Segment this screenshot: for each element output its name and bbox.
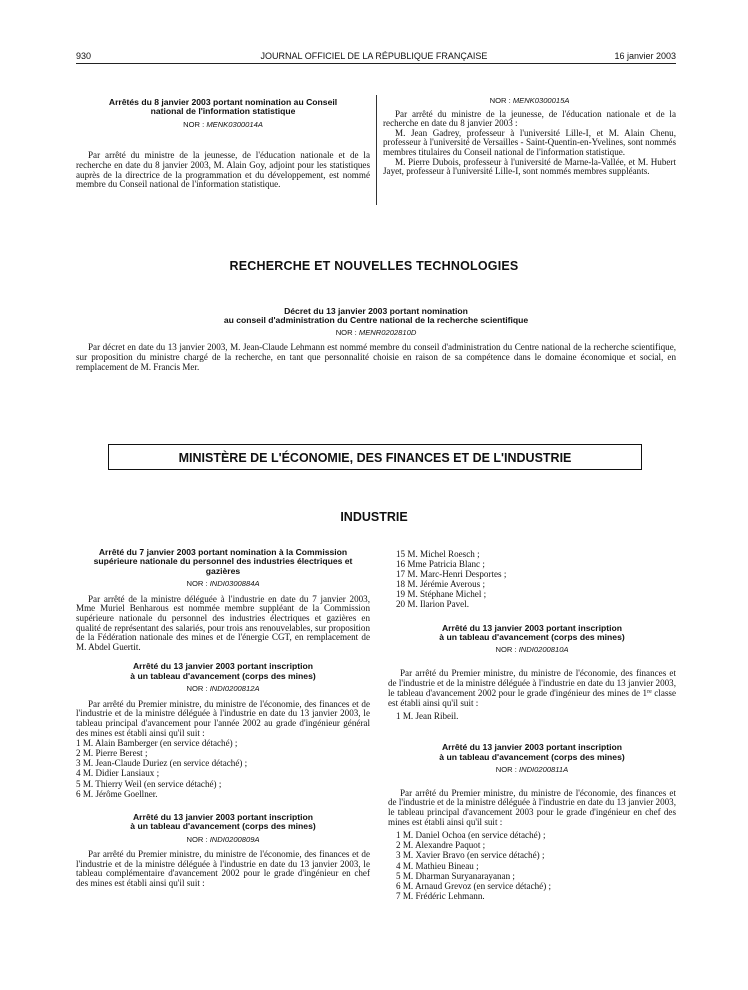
- article-paragraph: Par arrêté du ministre de la jeunesse, de l'éducation nationale et de la recherche en date du 8 janvier 2003, M. Alain Goy, adjoint pour les statistiques auprès de la directrice de la programmation et du développement, est nommé membre du Conseil national de l'information statistique.: [76, 150, 370, 190]
- article-cnrs: [76, 307, 676, 372]
- column-divider: [376, 95, 377, 205]
- article-paragraph: M. Pierre Dubois, professeur à l'université de Marne-la-Vallée, et M. Hubert Jayet, professeur à l'université Lille-I, sont nommés membres suppléants.: [383, 156, 676, 177]
- nor-reference: NOR : MENK0300014A: [183, 119, 263, 129]
- article-mines-812: [76, 662, 370, 798]
- article-csn: [76, 548, 370, 652]
- right-column: [388, 549, 676, 901]
- list-item: 4 M. Mathieu Bineau ;: [396, 860, 479, 871]
- article-paragraph: Par arrêté du ministre de la jeunesse, de l'éducation nationale et de la recherche en date du 8 janvier 2003 :: [383, 108, 676, 129]
- nor-reference: NOR : INDI0200810A: [495, 645, 569, 655]
- article-mines-810: [388, 624, 676, 722]
- header-date: 16 janvier 2003: [614, 51, 676, 61]
- list-item: 5 M. Thierry Weil (en service détaché) ;: [76, 778, 222, 789]
- list-item: 2 M. Alexandre Paquot ;: [396, 840, 486, 851]
- article-title-line: à un tableau d'avancement (corps des mines): [130, 821, 316, 832]
- article-cnis-1: [76, 98, 370, 190]
- section-heading-industrie: INDUSTRIE: [340, 510, 408, 524]
- article-paragraph: Par décret en date du 13 janvier 2003, M. Jean-Claude Lehmann est nommé membre du conseil d'administration du Centre national de la recherche scientifique, sur proposition du ministre chargé de la recherche, en tant que personnalité choisie en raison de sa compétence dans le domaine économique et social, en remplacement de M. Francis Mer.: [76, 341, 676, 373]
- list-item: 2 M. Pierre Berest ;: [76, 748, 148, 759]
- section-heading-recherche: RECHERCHE ET NOUVELLES TECHNOLOGIES: [229, 259, 519, 273]
- name-list: [396, 711, 676, 721]
- ministry-heading: MINISTÈRE DE L'ÉCONOMIE, DES FINANCES ET DE L'INDUSTRIE: [178, 451, 572, 465]
- nor-reference: NOR : INDI0300884A: [186, 579, 260, 589]
- name-list: [396, 549, 676, 610]
- list-item: 20 M. Ilarion Pavel.: [396, 599, 469, 610]
- nor-reference: NOR : MENK0300015A: [489, 96, 570, 105]
- nor-reference: NOR : INDI0200812A: [186, 684, 260, 694]
- list-item: 4 M. Didier Lansiaux ;: [76, 768, 160, 779]
- list-item: 3 M. Xavier Bravo (en service détaché) ;: [396, 850, 545, 861]
- article-paragraph: M. Jean Gadrey, professeur à l'université Lille-I, et M. Alain Chenu, professeur à l'université de Versailles - Saint-Quentin-en-Yvelines, sont nommés membres titulaires du Conseil national de l'information statistique.: [383, 127, 676, 157]
- article-title-line: Décret du 13 janvier 2003 portant nomination: [284, 306, 468, 316]
- article-title: Arrêté du 7 janvier 2003 portant nomination à la Commission supérieure nationale du personnel des industries électriques et gazières: [93, 547, 353, 576]
- list-item: 19 M. Stéphane Michel ;: [396, 589, 487, 600]
- article-title-line: à un tableau d'avancement (corps des mines): [130, 670, 316, 681]
- article-title-line: à un tableau d'avancement (corps des mines): [439, 631, 625, 642]
- list-item: 3 M. Jean-Claude Duriez (en service détaché) ;: [76, 758, 248, 769]
- article-title-line: Arrêté du 13 janvier 2003 portant inscription: [441, 742, 623, 753]
- list-item: 5 M. Dharman Suryanarayanan ;: [396, 870, 515, 881]
- article-title-line: Arrêté du 13 janvier 2003 portant inscription: [132, 811, 314, 822]
- list-item: 17 M. Marc-Henri Desportes ;: [396, 569, 507, 580]
- article-mines-811: [388, 743, 676, 900]
- article-title-line: Arrêté du 13 janvier 2003 portant inscription: [441, 622, 623, 633]
- list-item: 6 M. Jérôme Goellner.: [76, 788, 158, 799]
- article-title-line: Arrêté du 13 janvier 2003 portant inscription: [132, 661, 314, 672]
- list-item: 1 M. Daniel Ochoa (en service détaché) ;: [396, 830, 546, 841]
- article-paragraph: Par arrêté du Premier ministre, du ministre de l'économie, des finances et de l'industrie et de la ministre déléguée à l'industrie en date du 13 janvier 2003, le tableau principal d'avancement 2003 pour le grade d'ingénieur en chef des mines est établi ainsi qu'il suit :: [388, 787, 676, 827]
- list-item: 1 M. Jean Ribeil.: [396, 711, 459, 722]
- article-mines-809: [76, 813, 370, 889]
- header-rule: [76, 63, 676, 64]
- left-column: [76, 548, 370, 889]
- list-item: 1 M. Alain Bamberger (en service détaché) ;: [76, 738, 238, 749]
- article-paragraph: Par arrêté de la ministre déléguée à l'industrie en date du 7 janvier 2003, Mme Muriel Benharous est nommée membre suppléant de la Commission supérieure nationale du personnel des industries électriques et gazières en qualité de représentant des salariés, pour trois ans renouvelables, sur proposition de la Fédération nationale des mines et de l'énergie CGT, en remplacement de M. Abdel Guertit.: [76, 593, 370, 652]
- ministry-heading-box: [108, 444, 642, 470]
- nor-reference: NOR : INDI0200811A: [495, 765, 569, 775]
- nor-reference: NOR : MENR0202810D: [335, 327, 417, 337]
- article-cnis-2: [383, 96, 676, 177]
- article-paragraph: Par arrêté du Premier ministre, du ministre de l'économie, des finances et de l'industrie et de la ministre déléguée à l'industrie en date du 13 janvier 2003, le tableau principal d'avancement pour l'année 2002 au grade d'ingénieur général des mines est établi ainsi qu'il suit :: [76, 698, 370, 738]
- article-title: Arrêtés du 8 janvier 2003 portant nomination au Conseil national de l'information statistique: [108, 97, 338, 117]
- list-item: 16 Mme Patricia Blanc ;: [396, 559, 485, 570]
- list-item: 18 M. Jérémie Averous ;: [396, 579, 485, 590]
- list-item: 15 M. Michel Roesch ;: [396, 549, 480, 559]
- journal-title: JOURNAL OFFICIEL DE LA RÉPUBLIQUE FRANÇAISE: [260, 51, 488, 61]
- list-item: 6 M. Arnaud Grevoz (en service détaché) ;: [396, 880, 552, 891]
- nor-reference: NOR : INDI0200809A: [186, 834, 260, 844]
- name-list: [76, 738, 370, 799]
- name-list: [396, 830, 676, 901]
- article-paragraph: Par arrêté du Premier ministre, du ministre de l'économie, des finances et de l'industrie et de la ministre déléguée à l'industrie en date du 13 janvier 2003, le tableau d'avancement 2002 pour le grade d'ingénieur des mines de 1re classe est établi ainsi qu'il suit :: [388, 667, 676, 708]
- article-paragraph: Par arrêté du Premier ministre, du ministre de l'économie, des finances et de l'industrie et de la ministre déléguée à l'industrie en date du 13 janvier 2003, le tableau complémentaire d'avancement 2002 pour le grade d'ingénieur en chef des mines est établi ainsi qu'il suit :: [76, 849, 370, 888]
- article-title-line: à un tableau d'avancement (corps des mines): [439, 751, 625, 762]
- list-item: 7 M. Frédéric Lehmann.: [396, 890, 485, 901]
- page-number: 930: [76, 51, 92, 61]
- article-title-line: au conseil d'administration du Centre national de la recherche scientifique: [223, 315, 529, 326]
